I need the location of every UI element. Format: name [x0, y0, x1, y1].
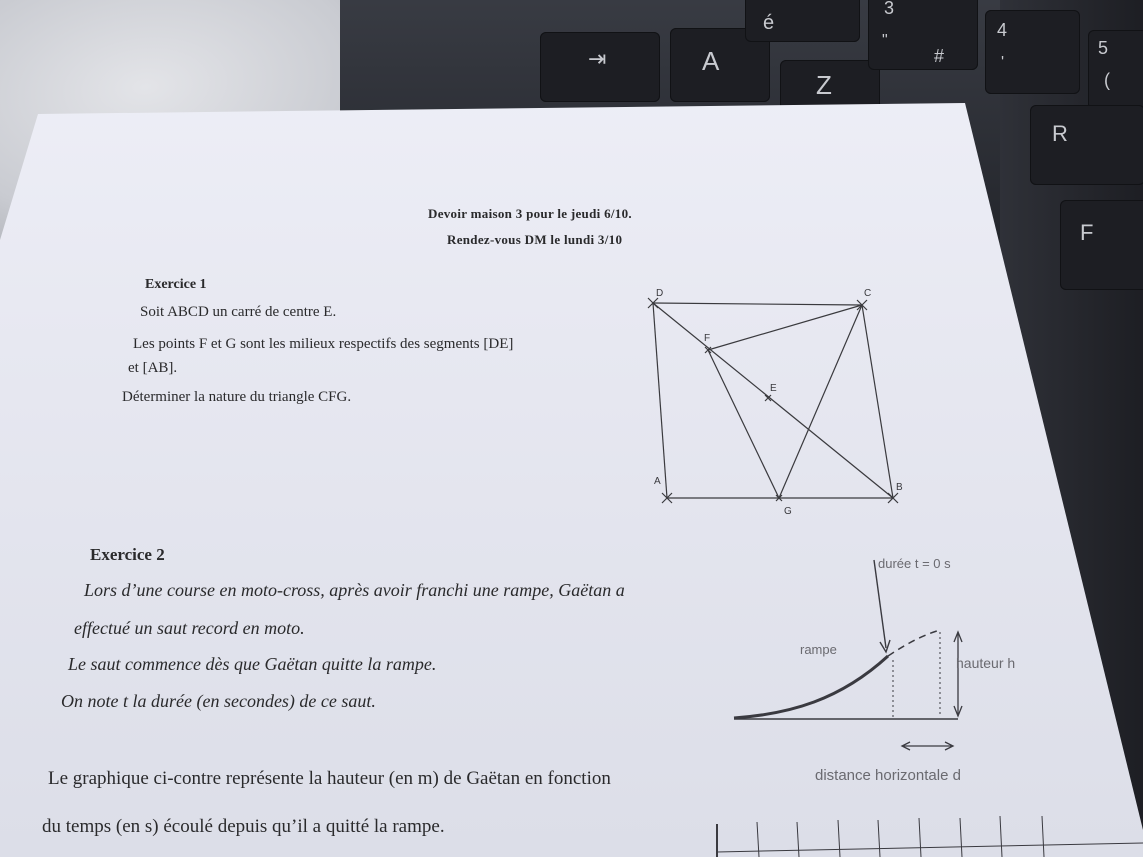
point-label-c: C — [864, 288, 872, 299]
exercise2-line: Lors d’une course en moto-cross, après avoir franchi une rampe, Gaëtan a — [84, 580, 625, 600]
exercise2-title: Exercice 2 — [90, 545, 165, 564]
key-label: 5 — [1098, 38, 1109, 58]
distance-label: distance horizontale d — [815, 767, 961, 784]
key-label: " — [882, 32, 888, 49]
exercise1-line: Déterminer la nature du triangle CFG. — [122, 389, 352, 405]
point-label-g: G — [784, 506, 792, 517]
point-label-f: F — [704, 333, 711, 344]
key-label: 3 — [884, 0, 895, 18]
key-label: ( — [1104, 70, 1110, 90]
exercise2-graph-description: du temps (en s) écoulé depuis qu’il a quitté la rampe. — [42, 816, 445, 837]
key-label: F — [1080, 220, 1094, 245]
duration-label: durée t = 0 s — [878, 556, 951, 571]
point-label-b: B — [896, 482, 903, 493]
exercise1-line: Soit ABCD un carré de centre E. — [140, 304, 337, 320]
exercise2-graph-description: Le graphique ci-contre représente la hauteur (en m) de Gaëtan en fonction — [48, 768, 611, 789]
point-label-d: D — [656, 288, 664, 299]
key-label: ' — [1001, 54, 1005, 71]
tab-key-label: ⇥ — [588, 46, 607, 71]
key-label: R — [1052, 121, 1068, 146]
exercise2-line: effectué un saut record en moto. — [74, 618, 305, 638]
key-label: A — [702, 46, 720, 76]
header-subtitle: Rendez-vous DM le lundi 3/10 — [447, 232, 623, 247]
key-label: # — [934, 46, 945, 66]
exercise1-line: Les points F et G sont les milieux respectifs des segments [DE] — [133, 336, 514, 352]
key-label: Z — [816, 70, 832, 100]
key-label: é — [763, 12, 775, 34]
point-label-a: A — [654, 476, 661, 487]
exercise1-line: et [AB]. — [128, 360, 178, 376]
exercise1-title: Exercice 1 — [145, 277, 207, 292]
ramp-label: rampe — [800, 642, 837, 657]
exercise2-line: Le saut commence dès que Gaëtan quitte la rampe. — [68, 654, 437, 674]
exercise2-line: On note t la durée (en secondes) de ce saut. — [61, 691, 376, 711]
height-label: hauteur h — [956, 655, 1016, 671]
point-label-e: E — [770, 383, 777, 394]
key-label: 4 — [997, 20, 1008, 40]
header-title: Devoir maison 3 pour le jeudi 6/10. — [428, 206, 632, 221]
